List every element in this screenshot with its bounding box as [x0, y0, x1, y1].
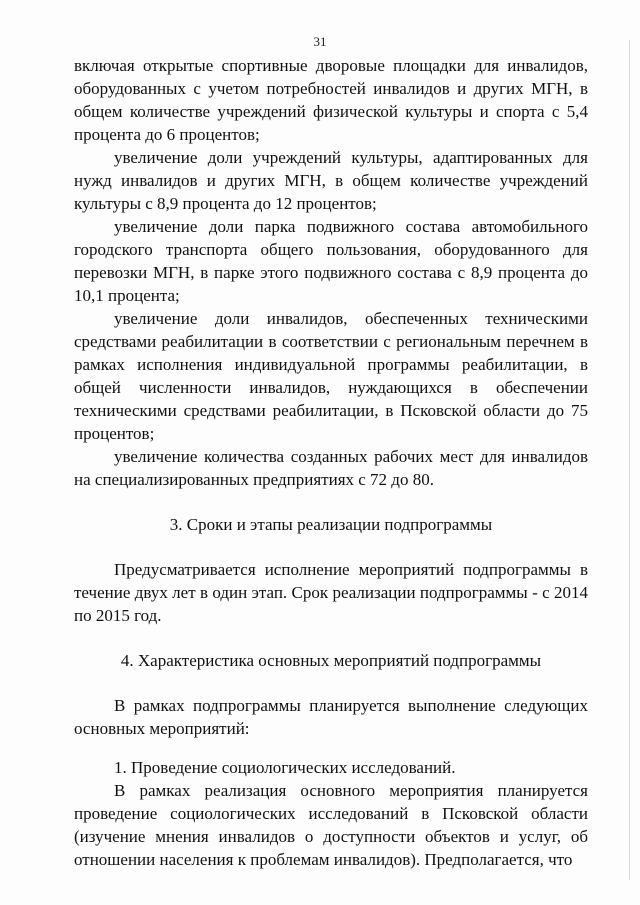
paragraph-jobs-created: увеличение количества созданных рабочих мест для инвалидов на специализированных предприятиях с 72 до 80.: [74, 447, 588, 489]
paragraph-sports-facilities: включая открытые спортивные дворовые площадки для инвалидов, оборудованных с учетом потребностей инвалидов и других МГН, в общем количестве учреждений физической культуры и спорта с 5,4 процента до 6 процентов;: [74, 56, 588, 144]
section-4-heading: 4. Характеристика основных мероприятий подпрограммы: [120, 651, 542, 670]
paragraph-transport-fleet: увеличение доли парка подвижного состава автомобильного городского транспорта общего пользования, оборудованного для перевозки МГН, в парке этого подвижного состава с 8,9 процента до 10,1 процента;: [74, 217, 588, 305]
paragraph-rehabilitation-means: увеличение доли инвалидов, обеспеченных техническими средствами реабилитации в соответствии с региональным перечнем в рамках исполнения индивидуальной программы реабилитации, в общей численности инвалидов, нуждающихся в обеспечении техническими средствами реабилитации, в Псковской области до 75 процентов;: [74, 309, 588, 443]
section-4-intro: В рамках подпрограммы планируется выполнение следующих основных мероприятий:: [74, 696, 588, 738]
section-3-heading: 3. Сроки и этапы реализации подпрограммы: [169, 515, 493, 534]
document-body: [74, 54, 588, 871]
page-number: 31: [313, 34, 327, 49]
paragraph-culture-institutions: увеличение доли учреждений культуры, адаптированных для нужд инвалидов и других МГН, в общем количестве учреждений культуры с 8,9 процента до 12 процентов;: [74, 148, 588, 213]
scan-edge-line: [629, 40, 630, 880]
section-3-text: Предусматривается исполнение мероприятий подпрограммы в течение двух лет в один этап. Срок реализации подпрограммы - с 2014 по 2015 год.: [74, 560, 588, 625]
section-4-item-1-text: В рамках реализация основного мероприятия планируется проведение социологических исследований в Псковской области (изучение мнения инвалидов о доступности объектов и услуг, об отношении населения к проблемам инвалидов). Предполагается, что: [74, 781, 588, 869]
section-4-item-1-title: 1. Проведение социологических исследований.: [114, 758, 456, 777]
